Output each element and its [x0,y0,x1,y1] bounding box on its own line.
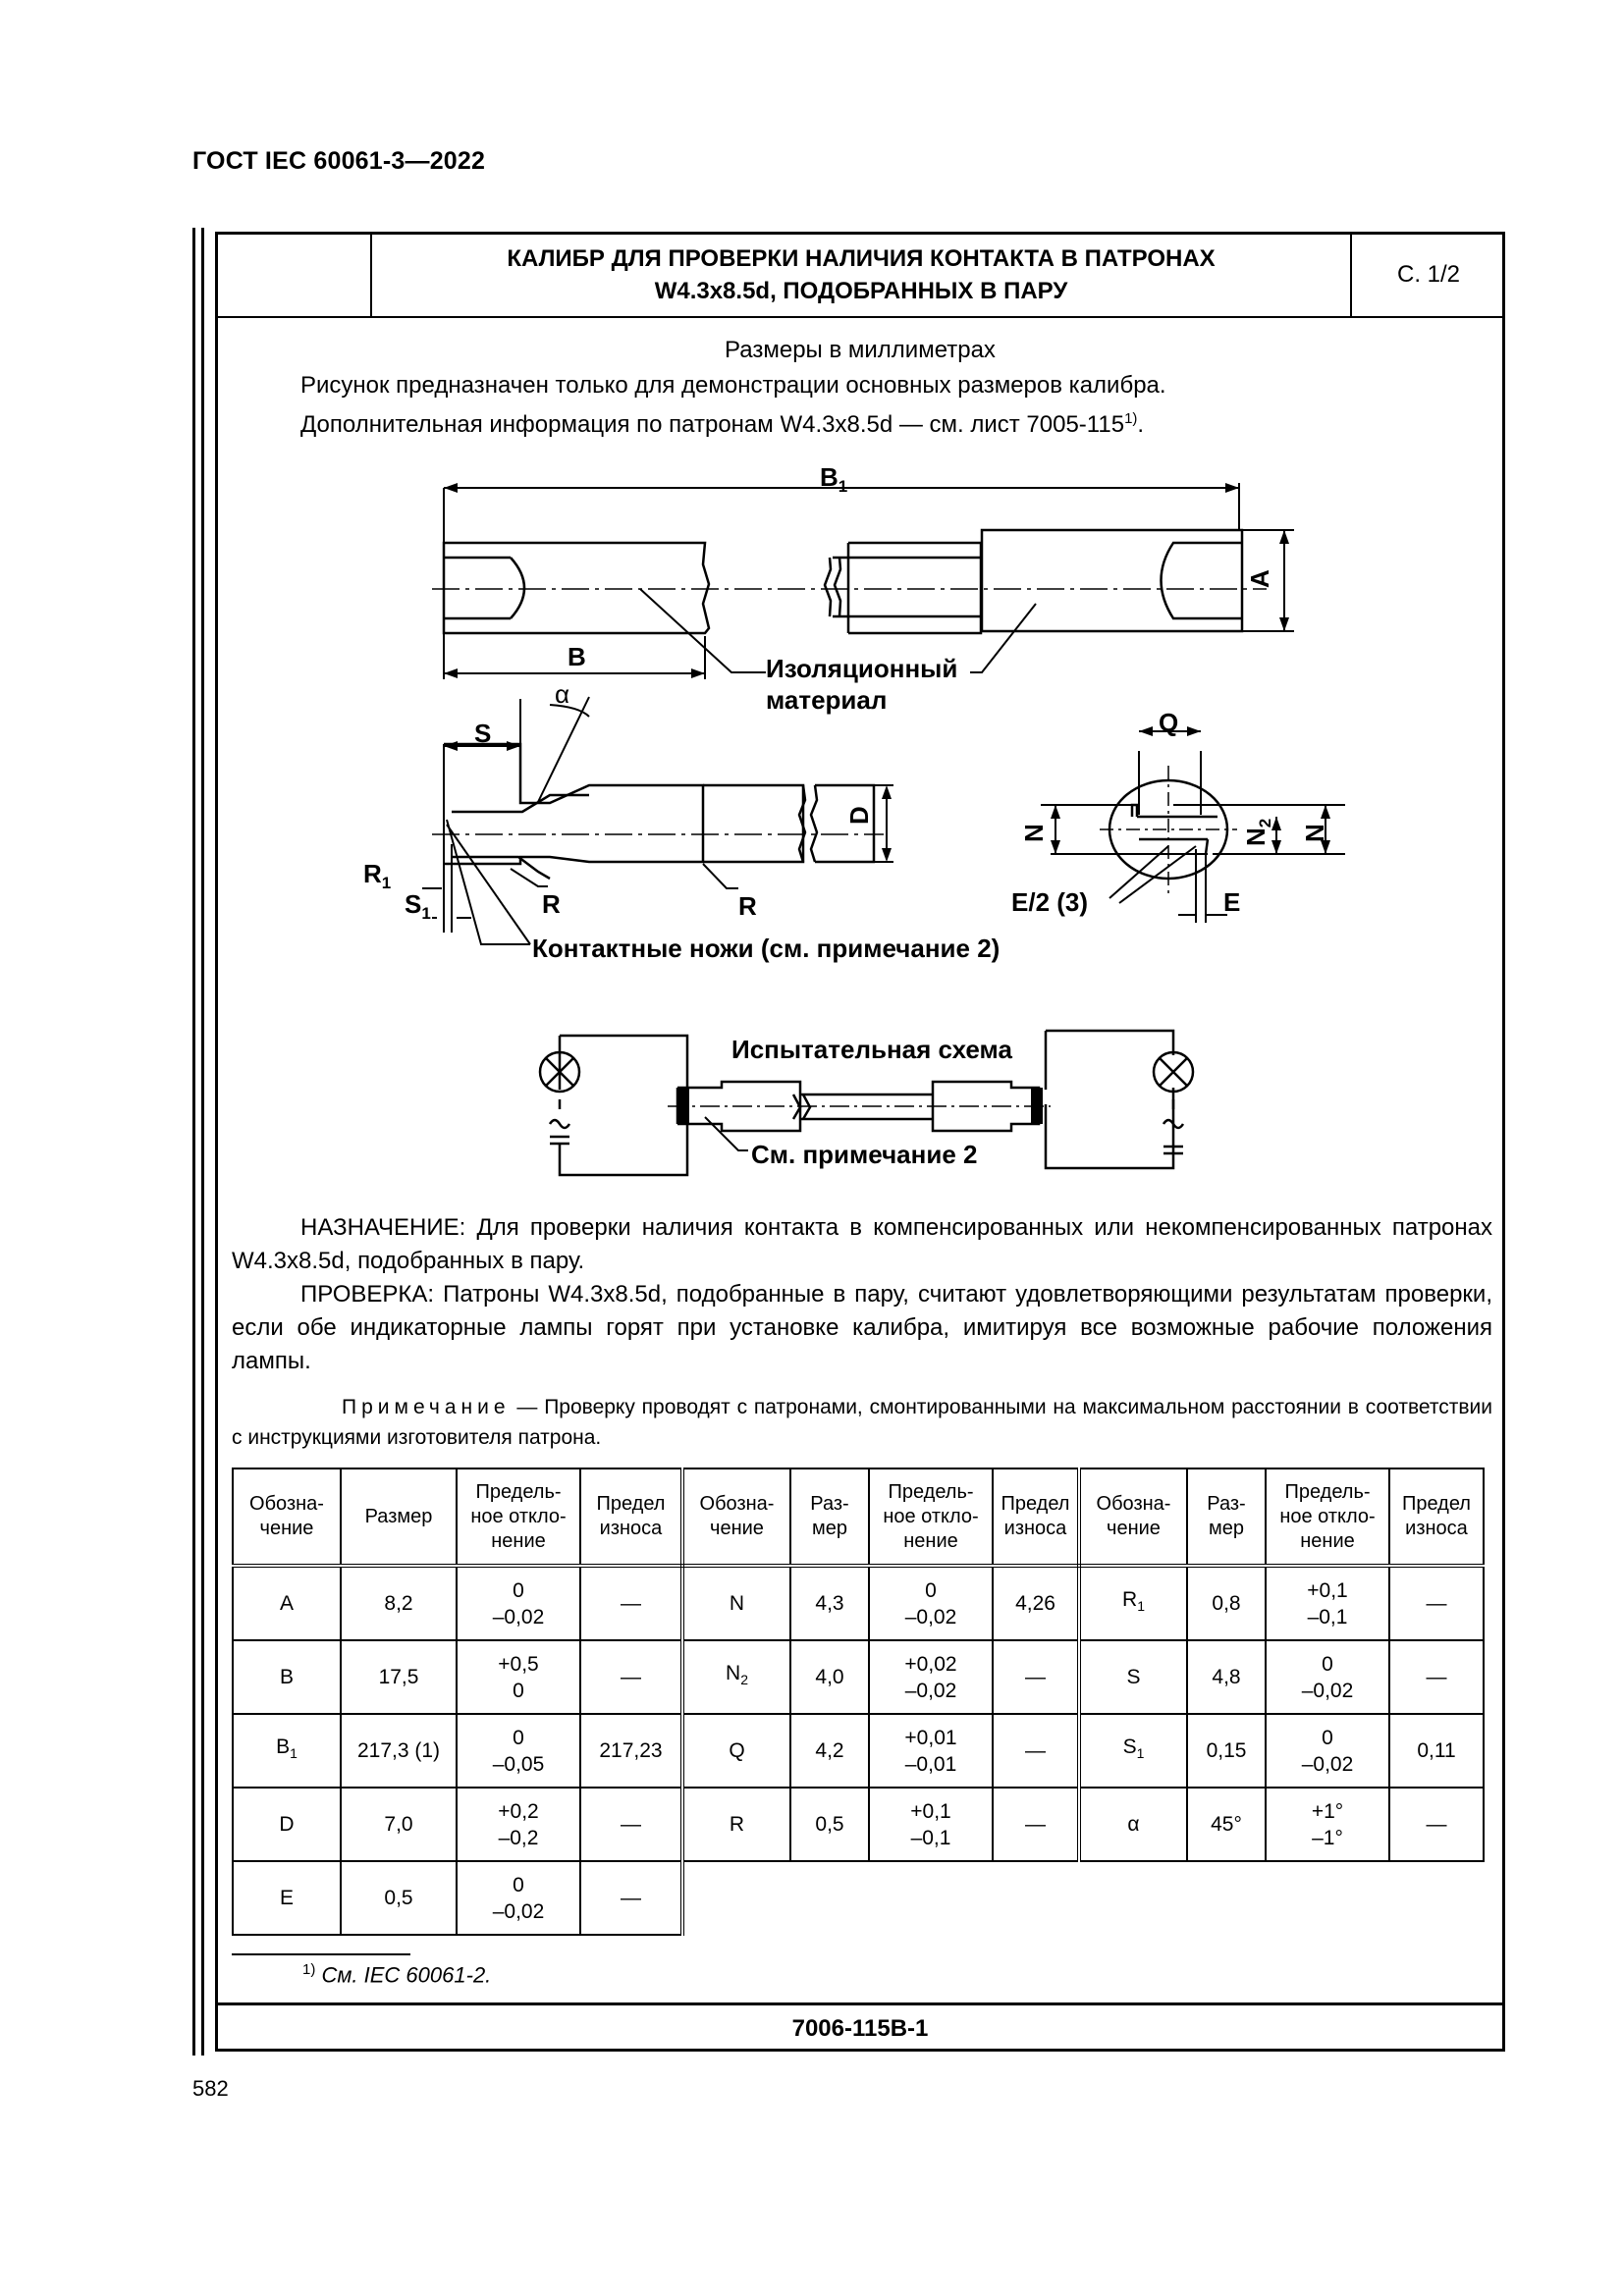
table-header-cell: Обозна- чение [1079,1468,1187,1566]
table-header-cell: Предел износа [580,1468,682,1566]
spec-table [232,1468,1485,1936]
cell-wear-limit: 217,23 [580,1714,682,1788]
cell-size: 4,2 [790,1714,869,1788]
cell-size: 4,3 [790,1566,869,1640]
check-paragraph: ПРОВЕРКА: Патроны W4.3x8.5d, подобранные в пару, считают удовлетворяющими результатам проверки, если обе индикаторные лампы горят при установке калибра, имитируя все возможные рабочие положения лампы. [232,1281,1492,1374]
label-B1: $B_1$ [820,462,848,496]
cell-symbol: $B_1$ [233,1714,341,1788]
intro-line2: Дополнительная информация по патронам W4.3x8.5d — см. лист 7005-115$^{1)}$. [300,410,1145,438]
label-N-right: N [1300,824,1329,842]
label-test-circuit: Испытательная схема [731,1035,1012,1064]
cell-size: 4,8 [1187,1640,1266,1714]
cell-deviation: 0 –0,02 [457,1861,580,1935]
gauge-right-bore [1162,543,1243,618]
label-E: E [1223,887,1241,917]
table-header-cell: Обозна- чение [233,1468,341,1566]
cell-symbol: $R_1$ [1079,1566,1187,1640]
label-insulation: Изоляционный [766,654,958,683]
cell-wear-limit: — [580,1861,682,1935]
table-header-cell: Предель- ное откло- нение [869,1468,993,1566]
table-row [233,1788,1484,1861]
cell-symbol: $S_1$ [1079,1714,1187,1788]
table-header-cell: Раз- мер [790,1468,869,1566]
cell-size: 0,5 [341,1861,457,1935]
table-header-cell: Предел износа [993,1468,1079,1566]
gauge-right-body [982,530,1242,631]
cell-symbol: A [233,1566,341,1640]
cell-deviation: +1° –1° [1266,1788,1389,1861]
intro-line1: Рисунок предназначен только для демонстрации основных размеров калибра. [300,372,1166,399]
cell-size: 217,3 (1) [341,1714,457,1788]
cell-deviation: +0,01 –0,01 [869,1714,993,1788]
label-N-left: N [1019,824,1049,842]
footnote: $^{1)}$ См. IEC 60061-2. [302,1961,492,1988]
cell-size: 0,15 [1187,1714,1266,1788]
sheet-title-line1: КАЛИБР ДЛЯ ПРОВЕРКИ НАЛИЧИЯ КОНТАКТА В ПАТРОНАХ [507,245,1216,272]
cell-deviation: 0 –0,02 [869,1566,993,1640]
cell-wear-limit: — [580,1566,682,1640]
cell-wear-limit: — [993,1714,1079,1788]
body-text [232,1211,1492,1378]
cell-wear-limit: 0,11 [1389,1714,1484,1788]
cell-wear-limit: — [1389,1788,1484,1861]
ac-source-left-icon [550,1120,569,1128]
cell-size: 17,5 [341,1640,457,1714]
label-S: S [474,719,492,748]
label-R1: $R_1$ [363,859,392,892]
sheet-code: 7006-115B-1 [791,2014,929,2042]
label-A: A [1245,569,1274,588]
cell-wear-limit: 4,26 [993,1566,1079,1640]
table-header-cell: Предел износа [1389,1468,1484,1566]
label-N2: $N_2$ [1241,818,1274,846]
sheet-number: С. 1/2 [1396,261,1461,288]
label-E2: E/2 (3) [1011,887,1089,917]
label-B: B [568,642,586,671]
label-alpha: α [555,679,570,709]
cell-symbol: Q [682,1714,790,1788]
purpose-paragraph: НАЗНАЧЕНИЕ: Для проверки наличия контакта в компенсированных или некомпенсированных патронах W4.3x8.5d, подобранных в пару. [232,1214,1492,1274]
cell-symbol: E [233,1861,341,1935]
cell-symbol: α [1079,1788,1187,1861]
cell-size: 4,0 [790,1640,869,1714]
dimensions-note: Размеры в миллиметрах [725,337,996,363]
table-header-cell: Размер [341,1468,457,1566]
detail-outline [444,744,703,864]
label-R-a: R [542,889,561,919]
table-row [233,1566,1484,1640]
table-row [233,1861,1484,1935]
cell-symbol: N [682,1566,790,1640]
cell-size: 45° [1187,1788,1266,1861]
cell-symbol: S [1079,1640,1187,1714]
cell-deviation: +0,5 0 [457,1640,580,1714]
page-number: 582 [192,2076,229,2101]
label-S1: $S_1$ [405,889,431,923]
cell-deviation: +0,2 –0,2 [457,1788,580,1861]
circuit-right-wire [1046,1031,1173,1168]
cell-deviation: 0 –0,05 [457,1714,580,1788]
cell-size: 7,0 [341,1788,457,1861]
table-header-cell: Предель- ное откло- нение [1266,1468,1389,1566]
cell-size: 0,8 [1187,1566,1266,1640]
label-D: D [844,806,874,825]
label-insulation-2: материал [766,685,888,715]
note [232,1392,1492,1453]
cell-wear-limit: — [993,1640,1079,1714]
sheet-title-line2: W4.3x8.5d, ПОДОБРАННЫХ В ПАРУ [654,278,1068,304]
cell-deviation: 0 –0,02 [1266,1714,1389,1788]
cell-symbol: $N_2$ [682,1640,790,1714]
note-text: — Проверку проводят с патронами, смонтированными на максимальном расстоянии в соответствии с инструкциями изготовителя патрона. [232,1396,1492,1449]
cell-symbol: B [233,1640,341,1714]
table-header-cell: Обозна- чение [682,1468,790,1566]
cell-symbol: R [682,1788,790,1861]
table-header-row [233,1468,1484,1566]
cell-wear-limit: — [1389,1566,1484,1640]
cell-deviation: +0,1 –0,1 [1266,1566,1389,1640]
cell-wear-limit: — [993,1788,1079,1861]
gauge-left-bore [444,558,524,618]
note-label: Примечание [342,1396,511,1418]
label-see-note: См. примечание 2 [751,1140,978,1169]
cell-deviation: +0,1 –0,1 [869,1788,993,1861]
footnote-rule [232,1953,410,1955]
label-Q: Q [1159,708,1179,737]
table-row [233,1640,1484,1714]
label-contacts: Контактные ножи (см. примечание 2) [532,934,1001,963]
document-header: ГОСТ IEC 60061-3—2022 [192,147,486,175]
cell-wear-limit: — [1389,1640,1484,1714]
cell-wear-limit: — [580,1640,682,1714]
cell-symbol: D [233,1788,341,1861]
cell-deviation: 0 –0,02 [457,1566,580,1640]
cell-deviation: 0 –0,02 [1266,1640,1389,1714]
table-header-cell: Раз- мер [1187,1468,1266,1566]
circuit-left-wire [560,1036,687,1175]
cell-deviation: +0,02 –0,02 [869,1640,993,1714]
cell-size: 0,5 [790,1788,869,1861]
label-R-b: R [738,891,757,921]
table-header-cell: Предель- ное откло- нение [457,1468,580,1566]
cell-size: 8,2 [341,1566,457,1640]
table-row [233,1714,1484,1788]
cell-wear-limit: — [580,1788,682,1861]
